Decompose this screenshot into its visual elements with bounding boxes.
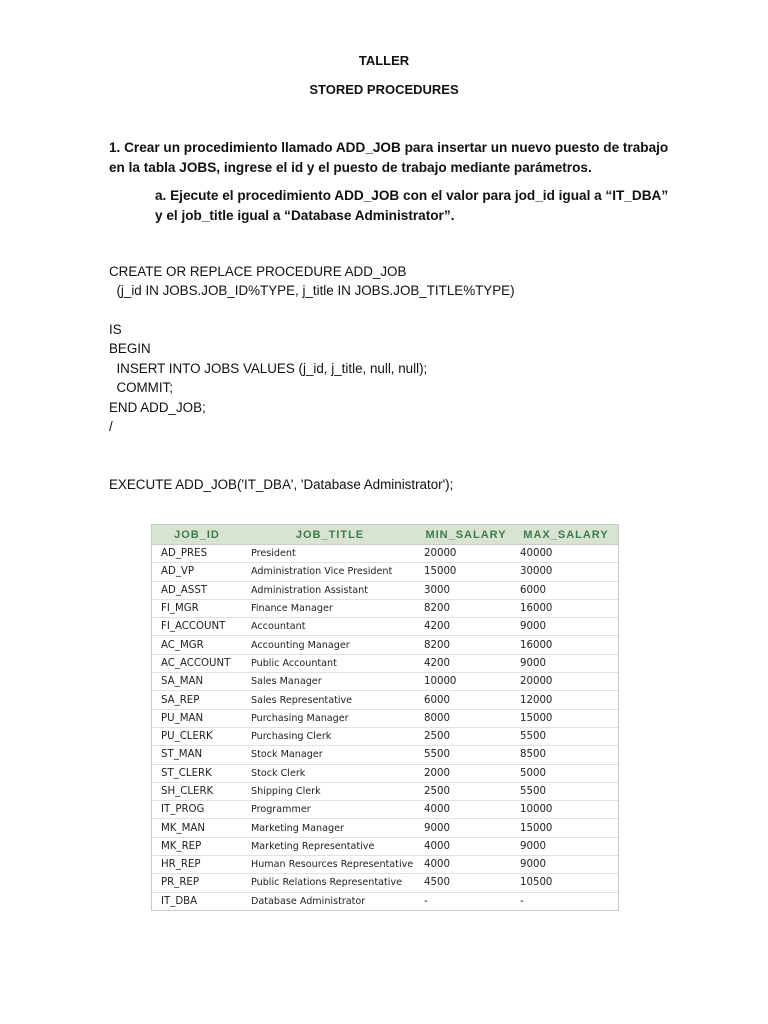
cell-min-salary: 3000 [418, 581, 514, 599]
column-header-min-salary: MIN_SALARY [418, 525, 514, 545]
cell-job-title: Purchasing Clerk [242, 727, 418, 745]
cell-min-salary: 9000 [418, 819, 514, 837]
cell-min-salary: 8200 [418, 599, 514, 617]
cell-job-title: Marketing Representative [242, 837, 418, 855]
cell-job-title: Administration Assistant [242, 581, 418, 599]
cell-job-title: Public Relations Representative [242, 874, 418, 892]
table-row [152, 764, 618, 782]
cell-min-salary: 4500 [418, 874, 514, 892]
cell-job-title: Shipping Clerk [242, 782, 418, 800]
cell-max-salary: 9000 [514, 856, 618, 874]
cell-job-title: Accountant [242, 618, 418, 636]
cell-max-salary: 9000 [514, 618, 618, 636]
cell-job-id: AC_ACCOUNT [152, 654, 242, 672]
cell-min-salary: - [424, 895, 428, 907]
table-row [152, 581, 618, 599]
cell-job-id: SH_CLERK [152, 782, 242, 800]
cell-max-salary: 10500 [514, 874, 618, 892]
cell-job-id: MK_REP [152, 837, 242, 855]
cell-job-title: Sales Representative [242, 691, 418, 709]
cell-job-id: FI_ACCOUNT [152, 618, 242, 636]
cell-min-salary: 15000 [418, 563, 514, 581]
table-row [152, 856, 618, 874]
table-row [152, 782, 618, 800]
code-block-procedure-body: IS BEGIN INSERT INTO JOBS VALUES (j_id, j_title, null, null); COMMIT; END ADD_JOB; / [109, 322, 428, 435]
document-subtitle: STORED PROCEDURES [309, 82, 459, 97]
cell-min-salary: 2500 [418, 782, 514, 800]
cell-job-id: ST_CLERK [152, 764, 242, 782]
cell-max-salary: 16000 [514, 636, 618, 654]
exercise-item-a: a. Ejecute el procedimiento ADD_JOB con el valor para jod_id igual a “IT_DBA” y el job_title igual a “Database Administrator”. [155, 188, 669, 223]
cell-job-title: Programmer [242, 801, 418, 819]
cell-max-salary: 5500 [514, 782, 618, 800]
cell-job-title: Public Accountant [242, 654, 418, 672]
cell-max-salary: 40000 [514, 545, 618, 563]
table-row [152, 636, 618, 654]
jobs-table [152, 525, 618, 910]
cell-job-id: SA_REP [152, 691, 242, 709]
cell-min-salary: 2500 [418, 727, 514, 745]
code-block-procedure-header: CREATE OR REPLACE PROCEDURE ADD_JOB (j_id IN JOBS.JOB_ID%TYPE, j_title IN JOBS.JOB_TITLE%TYPE) [109, 264, 515, 299]
cell-min-salary: 8200 [418, 636, 514, 654]
cell-min-salary: 8000 [418, 709, 514, 727]
column-header-max-salary: MAX_SALARY [514, 525, 618, 545]
exercise-item-1: 1. Crear un procedimiento llamado ADD_JOB para insertar un nuevo puesto de trabajo en la tabla JOBS, ingrese el id y el puesto de trabajo mediante parámetros. [109, 140, 669, 175]
cell-max-salary: 15000 [514, 819, 618, 837]
table-row [152, 545, 618, 563]
table-row [152, 892, 618, 910]
cell-max-salary: 6000 [514, 581, 618, 599]
cell-job-title: Administration Vice President [242, 563, 418, 581]
cell-job-title: Marketing Manager [242, 819, 418, 837]
cell-max-salary: 8500 [514, 746, 618, 764]
column-header-job-id: JOB_ID [152, 525, 242, 545]
document-title: TALLER [358, 53, 410, 68]
cell-min-salary: 20000 [418, 545, 514, 563]
table-row [152, 654, 618, 672]
cell-min-salary: 2000 [418, 764, 514, 782]
cell-job-title: Database Administrator [251, 895, 366, 907]
cell-max-salary: 9000 [514, 654, 618, 672]
cell-job-id: AC_MGR [152, 636, 242, 654]
cell-job-title: Accounting Manager [242, 636, 418, 654]
cell-max-salary: 30000 [514, 563, 618, 581]
table-row [152, 691, 618, 709]
cell-job-id: AD_VP [152, 563, 242, 581]
cell-job-id: MK_MAN [152, 819, 242, 837]
cell-job-id: PR_REP [152, 874, 242, 892]
cell-max-salary: 10000 [514, 801, 618, 819]
cell-min-salary: 6000 [418, 691, 514, 709]
table-row [152, 874, 618, 892]
cell-max-salary: 5500 [514, 727, 618, 745]
table-row [152, 563, 618, 581]
cell-job-title: Purchasing Manager [242, 709, 418, 727]
table-row [152, 837, 618, 855]
cell-job-title: President [242, 545, 418, 563]
cell-min-salary: 10000 [418, 673, 514, 691]
cell-job-id: PU_MAN [152, 709, 242, 727]
cell-min-salary: 4000 [418, 856, 514, 874]
cell-job-id: AD_ASST [152, 581, 242, 599]
cell-job-title: Finance Manager [242, 599, 418, 617]
cell-max-salary: 9000 [514, 837, 618, 855]
cell-job-id: PU_CLERK [152, 727, 242, 745]
cell-job-id: IT_DBA [161, 895, 198, 907]
table-row [152, 599, 618, 617]
cell-min-salary: 5500 [418, 746, 514, 764]
cell-min-salary: 4200 [418, 654, 514, 672]
table-row [152, 819, 618, 837]
cell-max-salary: - [520, 895, 524, 907]
table-row [152, 673, 618, 691]
cell-min-salary: 4000 [418, 801, 514, 819]
cell-job-title: Sales Manager [242, 673, 418, 691]
cell-max-salary: 12000 [514, 691, 618, 709]
cell-job-title: Stock Manager [242, 746, 418, 764]
cell-job-id: HR_REP [152, 856, 242, 874]
jobs-table-screenshot [151, 524, 619, 911]
cell-job-id: AD_PRES [152, 545, 242, 563]
cell-job-title: Human Resources Representative [242, 856, 418, 874]
table-row [152, 801, 618, 819]
cell-job-id: SA_MAN [152, 673, 242, 691]
code-block-execute: EXECUTE ADD_JOB('IT_DBA', 'Database Administrator'); [109, 477, 454, 492]
cell-max-salary: 15000 [514, 709, 618, 727]
cell-job-id: ST_MAN [152, 746, 242, 764]
table-header-row [152, 525, 618, 545]
column-header-job-title: JOB_TITLE [242, 525, 418, 545]
cell-job-id: FI_MGR [152, 599, 242, 617]
cell-max-salary: 20000 [514, 673, 618, 691]
cell-min-salary: 4000 [418, 837, 514, 855]
table-row [152, 727, 618, 745]
table-row [152, 618, 618, 636]
cell-job-title: Stock Clerk [242, 764, 418, 782]
table-row [152, 709, 618, 727]
cell-job-id: IT_PROG [152, 801, 242, 819]
table-row [152, 746, 618, 764]
cell-max-salary: 16000 [514, 599, 618, 617]
cell-max-salary: 5000 [514, 764, 618, 782]
cell-min-salary: 4200 [418, 618, 514, 636]
